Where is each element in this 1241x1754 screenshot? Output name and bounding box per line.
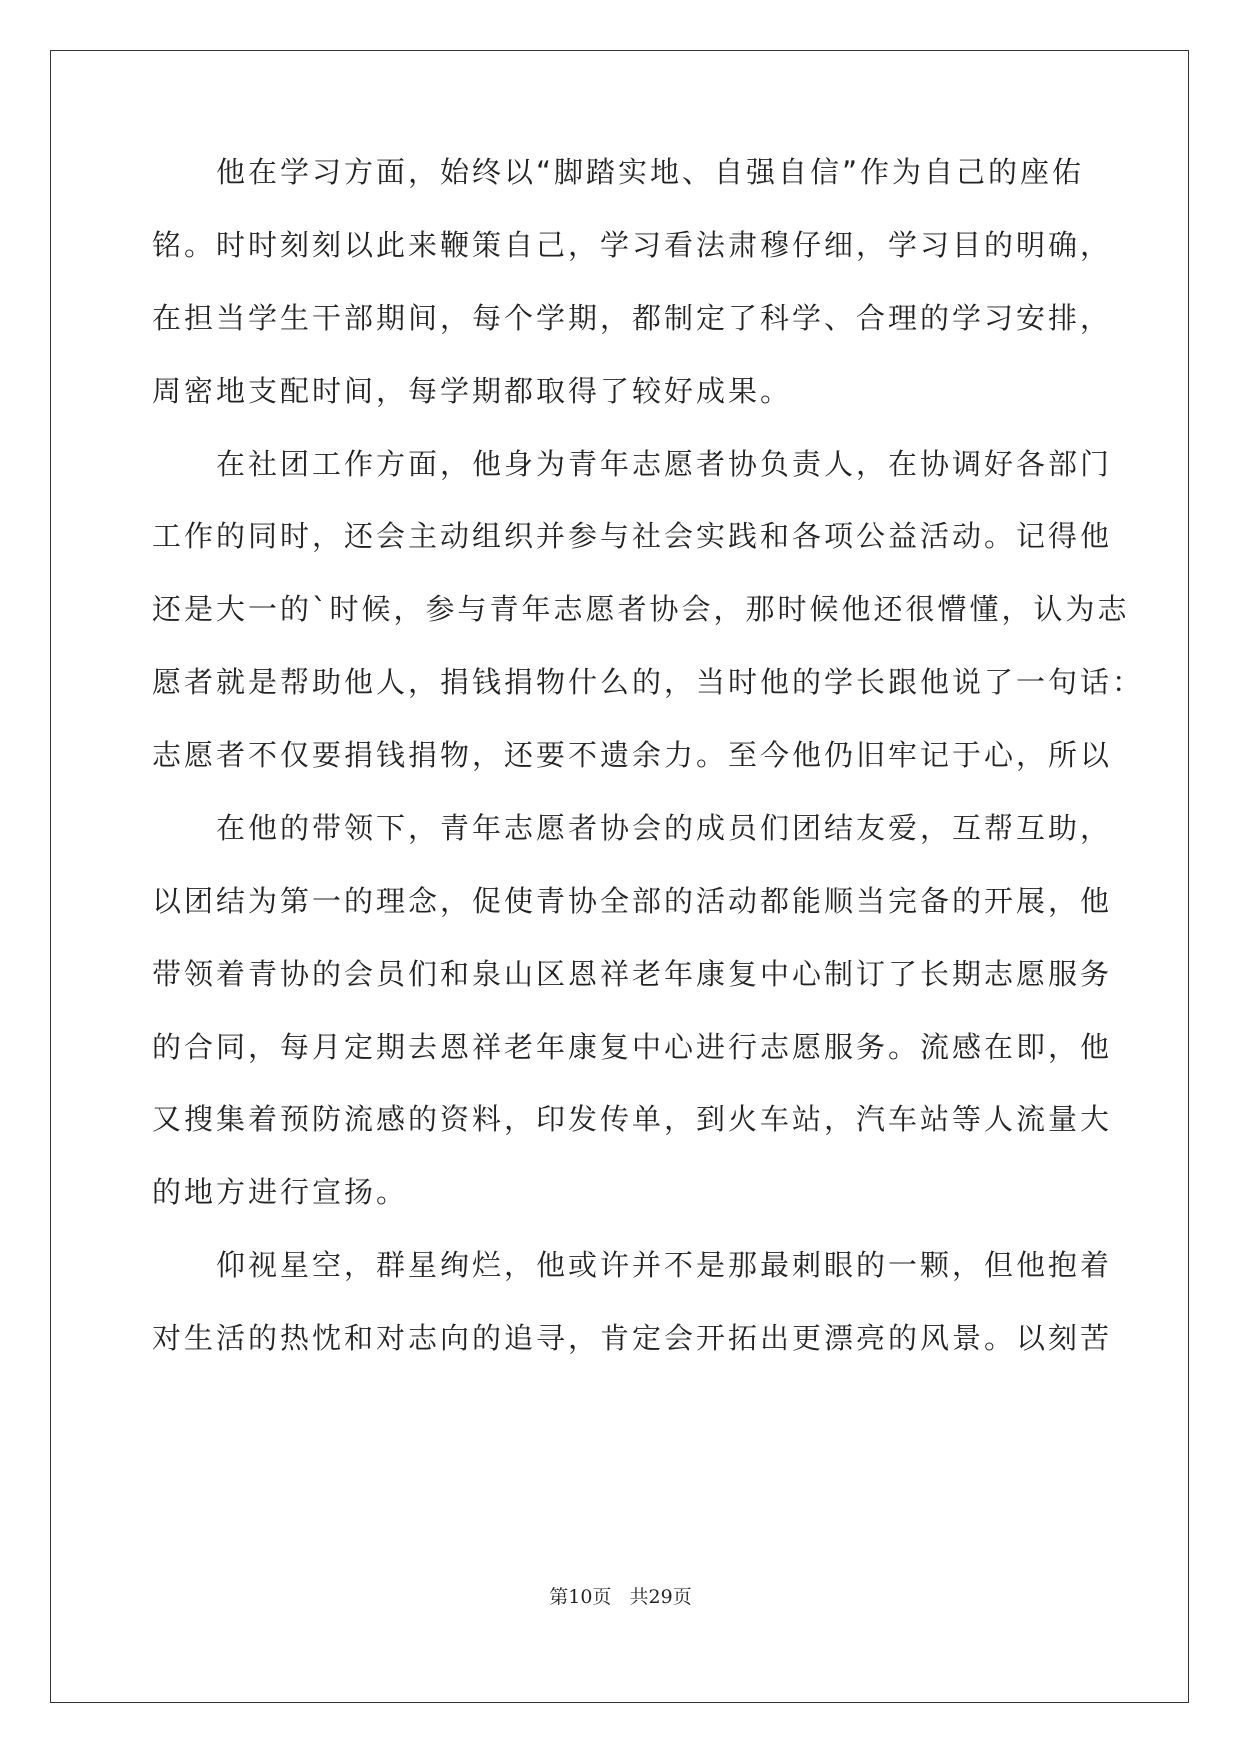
- paragraph-1-line-1: 他在学习方面，始终以“脚踏实地、自强自信”作为自己的座佑: [216, 155, 1085, 189]
- paragraph-3-line-1: 在他的带领下，青年志愿者协会的成员们团结友爱，互帮互助，: [216, 811, 1113, 845]
- paragraph-1-line-3: 在担当学生干部期间，每个学期，都制定了科学、合理的学习安排，: [152, 301, 1113, 335]
- paragraph-3-line-2: 以团结为第一的理念，促使青协全部的活动都能顺当完备的开展，他: [152, 884, 1113, 918]
- paragraph-2-line-3: 还是大一的`时候，参与青年志愿者协会，那时候他还很懵懂，认为志: [152, 592, 1130, 626]
- paragraph-1-line-4: 周密地支配时间，每学期都取得了较好成果。: [152, 374, 793, 408]
- paragraph-2-line-2: 工作的同时，还会主动组织并参与社会实践和各项公益活动。记得他: [152, 519, 1113, 553]
- paragraph-1-line-2: 铭。时时刻刻以此来鞭策自己，学习看法肃穆仔细，学习目的明确，: [152, 228, 1113, 262]
- paragraph-2-line-4: 愿者就是帮助他人，捐钱捐物什么的，当时他的学长跟他说了一句话：: [152, 665, 1145, 699]
- paragraph-4-line-1: 仰视星空，群星绚烂，他或许并不是那最刺眼的一颗，但他抱着: [216, 1248, 1113, 1282]
- page-number-footer: 第10页 共29页: [549, 1586, 692, 1608]
- paragraph-3-line-3: 带领着青协的会员们和泉山区恩祥老年康复中心制订了长期志愿服务: [152, 957, 1113, 991]
- paragraph-3-line-5: 又搜集着预防流感的资料，印发传单，到火车站，汽车站等人流量大: [152, 1102, 1113, 1136]
- paragraph-4-line-2: 对生活的热忱和对志向的追寻，肯定会开拓出更漂亮的风景。以刻苦: [152, 1321, 1113, 1355]
- paragraph-3-line-6: 的地方进行宣扬。: [152, 1175, 409, 1209]
- paragraph-2-line-5: 志愿者不仅要捐钱捐物，还要不遗余力。至今他仍旧牢记于心，所以: [152, 738, 1113, 772]
- paragraph-3-line-4: 的合同，每月定期去恩祥老年康复中心进行志愿服务。流感在即，他: [152, 1030, 1113, 1064]
- paragraph-2-line-1: 在社团工作方面，他身为青年志愿者协负责人，在协调好各部门: [216, 447, 1113, 481]
